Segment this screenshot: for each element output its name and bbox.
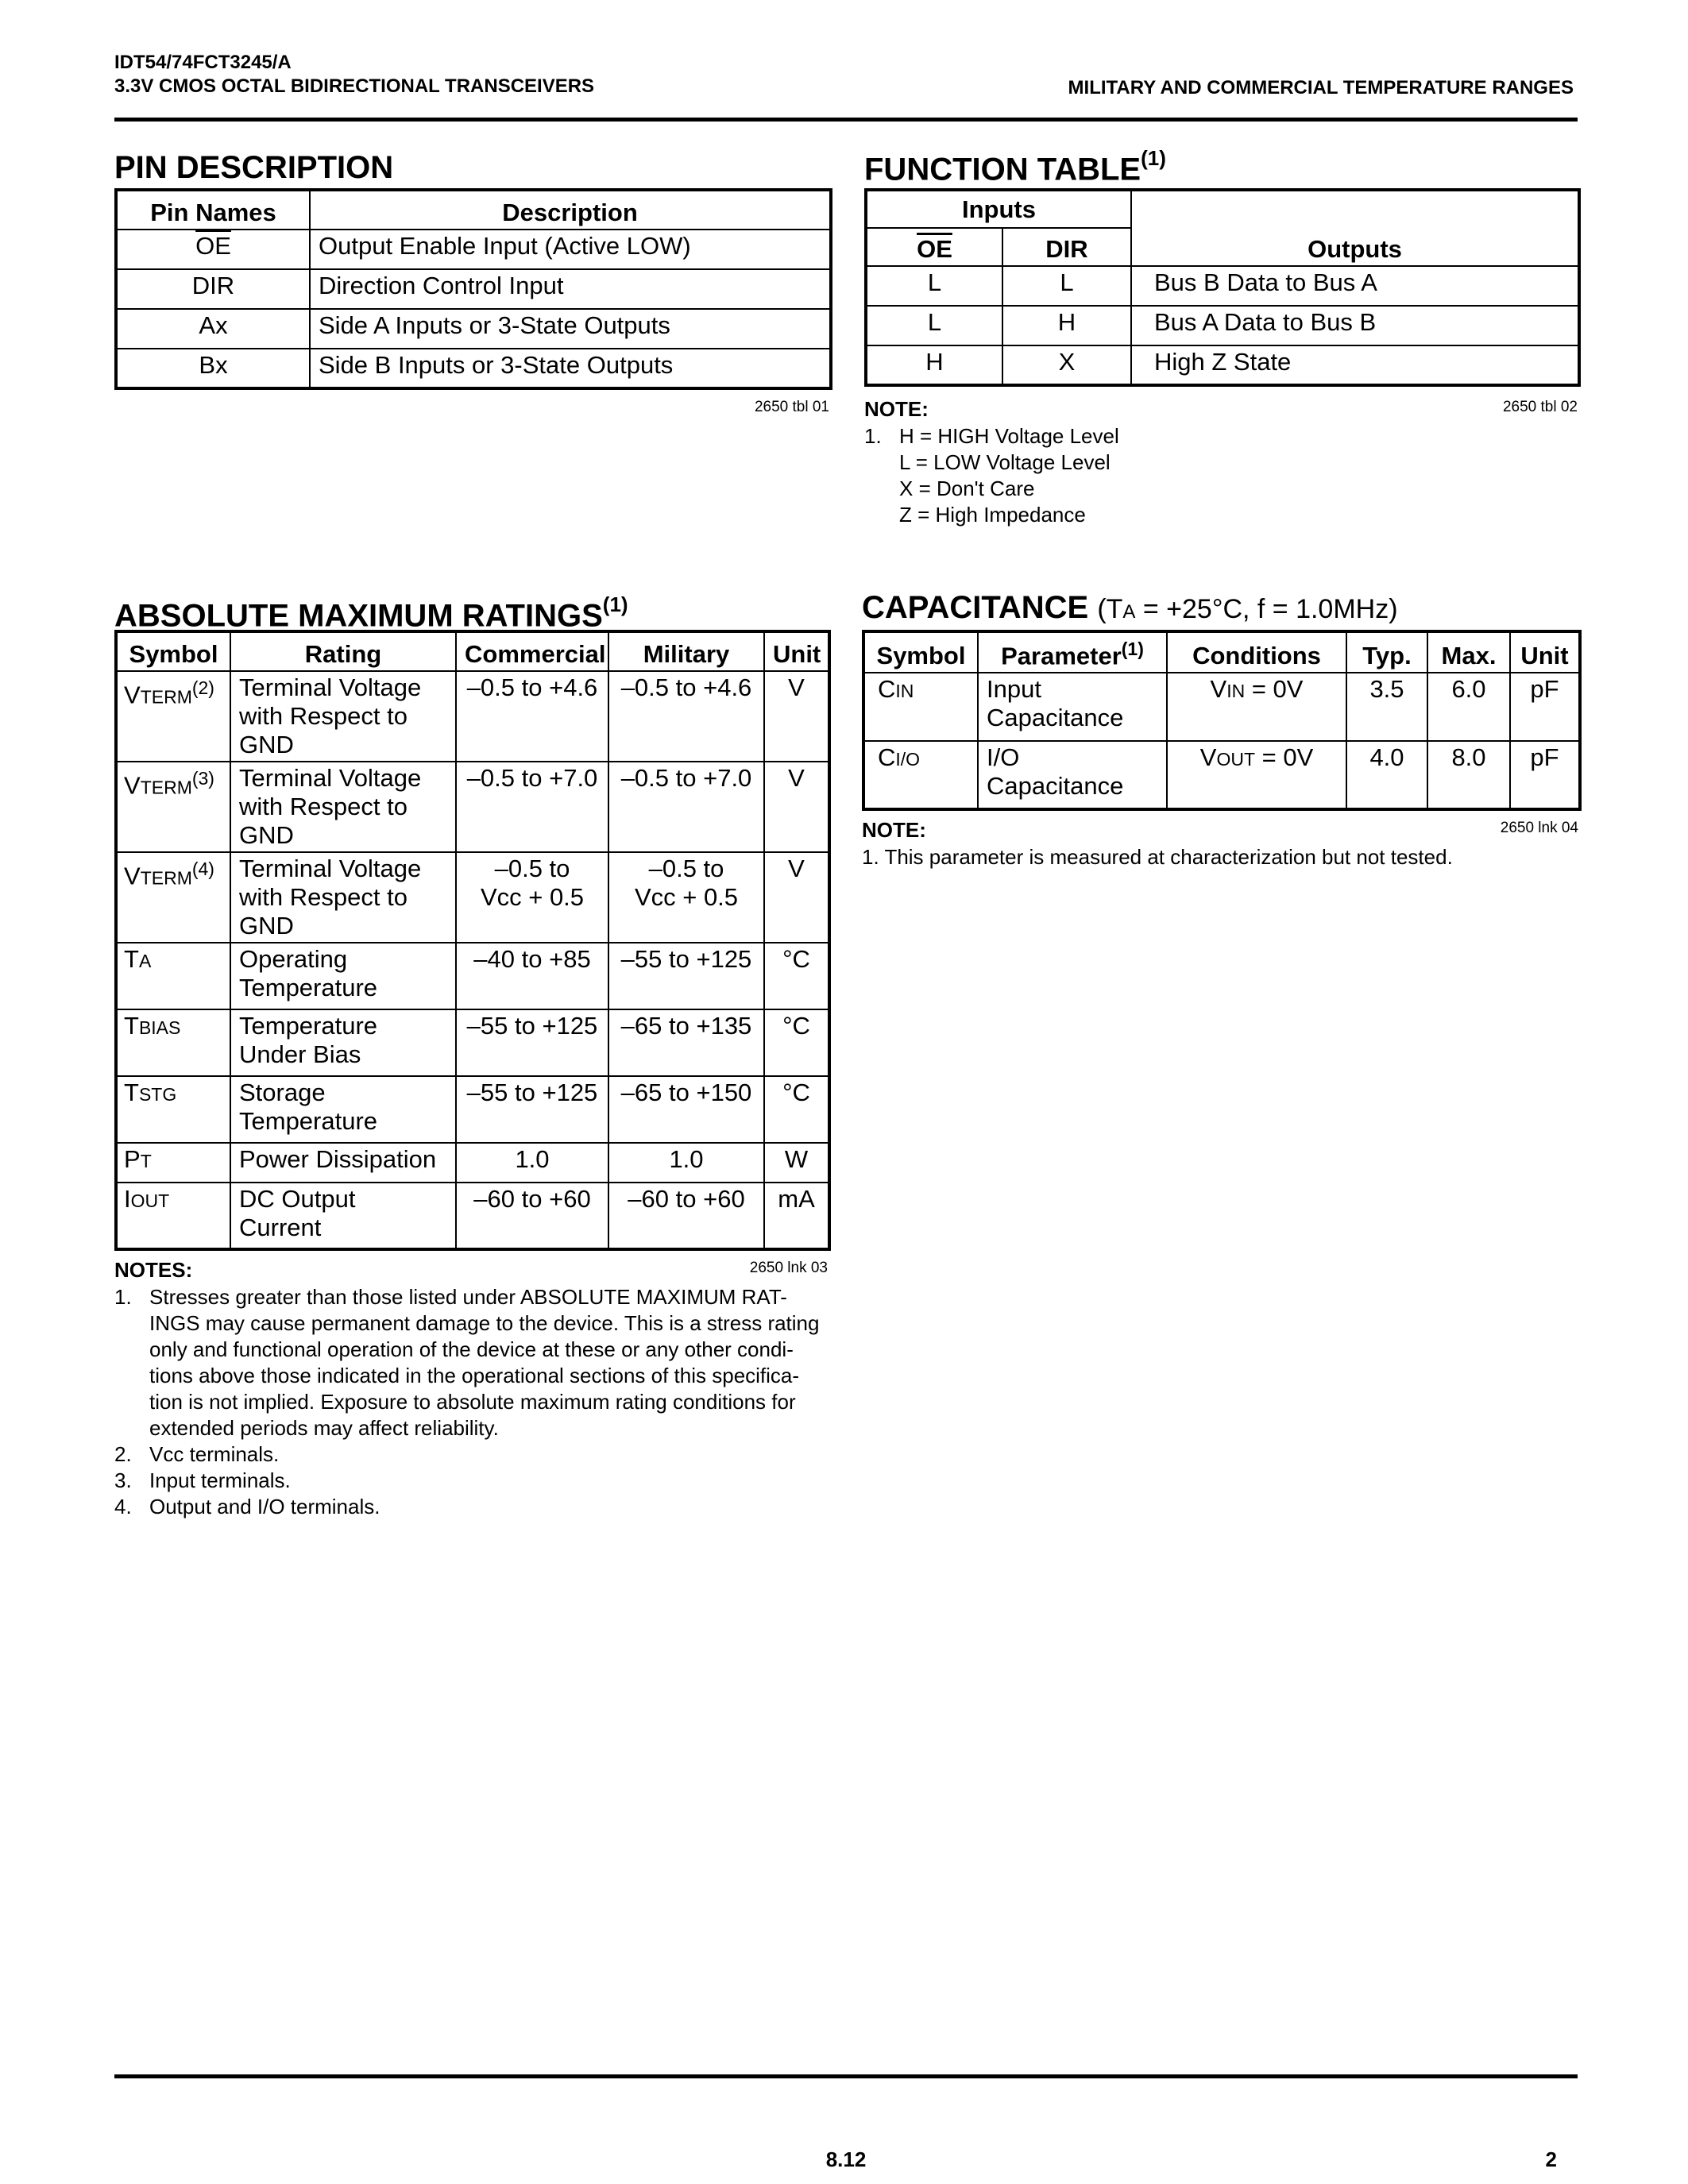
table-row — [116, 943, 829, 1009]
rating-cell — [230, 762, 456, 852]
part-number: IDT54/74FCT3245/A — [114, 52, 292, 73]
symbol-cell — [863, 673, 978, 741]
rating-line: Terminal Voltage — [239, 855, 422, 882]
military-cell — [608, 762, 764, 852]
value-line: –55 to +125 — [466, 1012, 598, 1040]
rating-cell — [230, 1143, 456, 1183]
note-line: tions above those indicated in the operational sections of this specifica- — [149, 1364, 800, 1387]
value-line: 1.0 — [515, 1145, 550, 1173]
parameter-line: Capacitance — [987, 772, 1124, 801]
table-tag: 2650 lnk 03 — [749, 1260, 828, 1276]
symbol-letter: T — [124, 945, 139, 973]
oe-value: L — [866, 266, 1002, 306]
table-tag: 2650 tbl 01 — [754, 399, 829, 415]
function-note-list — [899, 423, 1119, 528]
table-row — [116, 349, 831, 388]
conditions-cell — [1167, 673, 1346, 741]
note-line: extended periods may affect reliability. — [149, 1416, 499, 1440]
max-cell: 8.0 — [1427, 741, 1510, 809]
unit-cell: V — [764, 852, 829, 943]
table-row — [863, 673, 1580, 741]
note-number: 2. — [114, 1442, 132, 1466]
capacitance-title-text: CAPACITANCE — [862, 590, 1089, 625]
dir-value: H — [1002, 306, 1131, 345]
value-line: –0.5 to — [648, 855, 724, 882]
commercial-cell — [456, 852, 608, 943]
col-rating: Rating — [230, 631, 456, 671]
note-number: 4. — [114, 1495, 132, 1518]
inputs-header: Inputs — [866, 190, 1131, 228]
footer-section: 8.12 — [825, 2147, 867, 2171]
pin-description-table — [114, 188, 832, 390]
rating-cell — [230, 943, 456, 1009]
value-line: –0.5 to +7.0 — [620, 764, 752, 792]
col-outputs: Outputs — [1131, 190, 1579, 266]
value-line: –0.5 to +7.0 — [466, 764, 598, 792]
symbol-letter: V — [124, 771, 141, 800]
table-row — [116, 1076, 829, 1143]
symbol-cell — [116, 762, 230, 852]
header-rule — [114, 118, 1578, 122]
output-value: Bus A Data to Bus B — [1131, 306, 1579, 345]
col-conditions: Conditions — [1167, 631, 1346, 673]
pin-desc: Side A Inputs or 3-State Outputs — [310, 309, 831, 349]
rating-line: Temperature — [239, 1107, 378, 1135]
symbol-subscript: I/O — [895, 749, 921, 770]
symbol-cell — [863, 741, 978, 809]
symbol-subscript: OUT — [130, 1190, 170, 1211]
col-military: Military — [608, 631, 764, 671]
parameter-line: I/O — [987, 743, 1020, 772]
temperature-range-label: MILITARY AND COMMERCIAL TEMPERATURE RANGES — [1068, 77, 1574, 98]
table-row — [116, 1143, 829, 1183]
col-unit: Unit — [764, 631, 829, 671]
rating-line: Temperature — [239, 1012, 378, 1040]
note-number: 3. — [114, 1468, 132, 1492]
output-value: High Z State — [1131, 345, 1579, 385]
value-line: 1.0 — [669, 1145, 704, 1173]
table-tag: 2650 lnk 04 — [1500, 820, 1578, 836]
commercial-cell — [456, 943, 608, 1009]
rating-line: with Respect to — [239, 883, 408, 911]
cond-subscript: OUT — [1216, 749, 1255, 770]
col-commercial: Commercial — [456, 631, 608, 671]
value-line: Vcc + 0.5 — [480, 883, 585, 911]
rating-line: GND — [239, 731, 294, 758]
value-line: –55 to +125 — [620, 945, 752, 973]
commercial-cell — [456, 762, 608, 852]
parameter-line: Capacitance — [987, 704, 1124, 732]
symbol-subscript: STG — [138, 1084, 177, 1105]
unit-cell: °C — [764, 1009, 829, 1076]
footer-rule — [114, 2074, 1578, 2078]
document-subtitle: 3.3V CMOS OCTAL BIDIRECTIONAL TRANSCEIVERS — [114, 75, 595, 97]
value-line: –65 to +150 — [620, 1078, 752, 1106]
rating-line: Under Bias — [239, 1040, 361, 1068]
value-line: –65 to +135 — [620, 1012, 752, 1040]
rating-line: Current — [239, 1214, 322, 1241]
value-line: Vcc + 0.5 — [634, 883, 739, 911]
rating-line: GND — [239, 821, 294, 849]
table-row — [866, 306, 1579, 345]
function-table-title — [864, 143, 1166, 187]
typ-cell: 3.5 — [1346, 673, 1427, 741]
symbol-subscript: TERM — [140, 686, 192, 708]
symbol-letter: V — [124, 681, 141, 709]
abs-notes-list — [114, 1284, 829, 1522]
symbol-letter: T — [124, 1078, 139, 1106]
unit-cell: pF — [1510, 741, 1580, 809]
rating-line: DC Output — [239, 1185, 356, 1213]
dir-value: X — [1002, 345, 1131, 385]
unit-cell: pF — [1510, 673, 1580, 741]
symbol-cell — [116, 671, 230, 762]
symbol-cell — [116, 1143, 230, 1183]
military-cell — [608, 1076, 764, 1143]
table-row — [116, 671, 829, 762]
table-row — [116, 1009, 829, 1076]
abs-max-body — [116, 671, 829, 1249]
symbol-letter: V — [124, 862, 141, 890]
symbol-subscript: TERM — [140, 777, 192, 798]
page-number: 2 — [1545, 2147, 1557, 2171]
symbol-letter: P — [124, 1145, 141, 1173]
rating-line: GND — [239, 912, 294, 940]
capacitance-note-label: NOTE: — [862, 818, 926, 842]
abs-max-title-text: ABSOLUTE MAXIMUM RATINGS — [114, 598, 603, 634]
table-row — [116, 1183, 829, 1249]
pin-name: Bx — [116, 349, 310, 388]
footnote-ref: (2) — [191, 677, 214, 698]
conditions-cell — [1167, 741, 1346, 809]
pin-name: DIR — [116, 269, 310, 309]
abs-notes-label: NOTES: — [114, 1258, 193, 1282]
table-row — [866, 345, 1579, 385]
commercial-cell — [456, 1009, 608, 1076]
note-line: only and functional operation of the device at these or any other condi- — [149, 1337, 794, 1361]
footnote-ref: (3) — [191, 768, 214, 789]
col-description: Description — [310, 190, 831, 230]
symbol-subscript: IN — [895, 681, 914, 702]
capacitance-note: 1. This parameter is measured at characterization but not tested. — [862, 845, 1453, 869]
rating-cell — [230, 671, 456, 762]
rating-line: Storage — [239, 1078, 326, 1106]
symbol-cell — [116, 1183, 230, 1249]
value-line: –60 to +60 — [473, 1185, 591, 1213]
rating-cell — [230, 1009, 456, 1076]
rating-cell — [230, 1183, 456, 1249]
rating-cell — [230, 852, 456, 943]
capacitance-conditions — [1097, 594, 1397, 624]
value-line: –0.5 to +4.6 — [620, 673, 752, 701]
unit-cell: W — [764, 1143, 829, 1183]
list-item: X = Don't Care — [899, 477, 1035, 500]
symbol-subscript: T — [140, 1151, 152, 1171]
table-row — [116, 309, 831, 349]
rating-line: with Respect to — [239, 702, 408, 730]
symbol-cell — [116, 943, 230, 1009]
pin-desc: Direction Control Input — [310, 269, 831, 309]
abs-max-table — [114, 630, 831, 1251]
page-header-left — [114, 51, 594, 98]
rating-line: Operating — [239, 945, 348, 973]
symbol-subscript: A — [138, 951, 152, 971]
value-line: –0.5 to — [494, 855, 570, 882]
value-line: –60 to +60 — [628, 1185, 745, 1213]
table-row — [116, 269, 831, 309]
col-parameter — [978, 631, 1167, 673]
function-table-title-text: FUNCTION TABLE — [864, 152, 1141, 187]
military-cell — [608, 943, 764, 1009]
col-parameter-text: Parameter — [1001, 642, 1122, 670]
rating-cell — [230, 1076, 456, 1143]
note-line: Input terminals. — [149, 1468, 291, 1492]
value-line: –40 to +85 — [473, 945, 591, 973]
col-max: Max. — [1427, 631, 1510, 673]
note-line: Vcc terminals. — [149, 1442, 280, 1466]
symbol-cell — [116, 852, 230, 943]
typ-cell: 4.0 — [1346, 741, 1427, 809]
commercial-cell — [456, 1183, 608, 1249]
abs-max-title — [114, 589, 628, 634]
col-typ: Typ. — [1346, 631, 1427, 673]
footnote-ref: (4) — [191, 859, 214, 879]
rating-line: with Respect to — [239, 793, 408, 820]
col-pin-names: Pin Names — [116, 190, 310, 230]
symbol-letter: I — [124, 1185, 131, 1213]
col-dir: DIR — [1002, 228, 1131, 266]
col-symbol: Symbol — [863, 631, 978, 673]
parameter-cell — [978, 741, 1167, 809]
symbol-cell — [116, 1076, 230, 1143]
unit-cell: V — [764, 671, 829, 762]
oe-value: L — [866, 306, 1002, 345]
footnote-ref: (1) — [1141, 146, 1166, 170]
pin-name: Ax — [116, 309, 310, 349]
cond-value: = 0V — [1255, 743, 1314, 772]
note-number: 1. — [114, 1285, 132, 1309]
note-line: INGS may cause permanent damage to the device. This is a stress rating — [149, 1311, 820, 1335]
symbol-letter: C — [878, 675, 896, 704]
unit-cell: °C — [764, 943, 829, 1009]
cond-letter: V — [1210, 675, 1227, 704]
military-cell — [608, 671, 764, 762]
pin-description-title: PIN DESCRIPTION — [114, 150, 394, 185]
military-cell — [608, 1183, 764, 1249]
military-cell — [608, 1143, 764, 1183]
symbol-subscript: BIAS — [138, 1017, 181, 1038]
pin-name: $\overline{OE}$ — [195, 232, 231, 260]
note-line: Output and I/O terminals. — [149, 1495, 380, 1518]
output-value: Bus B Data to Bus A — [1131, 266, 1579, 306]
symbol-letter: T — [124, 1012, 139, 1040]
function-note-label: NOTE: — [864, 397, 929, 421]
cond-sub: A — [1122, 601, 1136, 623]
cond-letter: V — [1199, 743, 1217, 772]
footnote-ref: (1) — [1121, 639, 1144, 659]
function-table — [864, 188, 1581, 387]
table-row — [863, 741, 1580, 809]
military-cell — [608, 1009, 764, 1076]
note-line: Stresses greater than those listed under ABSOLUTE MAXIMUM RAT- — [149, 1285, 787, 1309]
list-item: L = LOW Voltage Level — [899, 450, 1111, 474]
symbol-cell — [116, 1009, 230, 1076]
unit-cell: V — [764, 762, 829, 852]
cond-subscript: IN — [1226, 681, 1246, 702]
max-cell: 6.0 — [1427, 673, 1510, 741]
rating-line: Terminal Voltage — [239, 673, 422, 701]
military-cell — [608, 852, 764, 943]
rating-line: Power Dissipation — [239, 1145, 437, 1173]
pin-desc: Output Enable Input (Active LOW) — [310, 230, 831, 269]
table-row — [116, 852, 829, 943]
value-line: –0.5 to +4.6 — [466, 673, 598, 701]
footnote-ref: (1) — [602, 592, 628, 616]
symbol-letter: C — [878, 743, 896, 772]
cond-open: (T — [1097, 594, 1123, 624]
value-line: –55 to +125 — [466, 1078, 598, 1106]
capacitance-table — [862, 630, 1582, 811]
unit-cell: mA — [764, 1183, 829, 1249]
cond-value: = 0V — [1245, 675, 1304, 704]
col-unit: Unit — [1510, 631, 1580, 673]
table-row — [866, 266, 1579, 306]
col-symbol: Symbol — [116, 631, 230, 671]
commercial-cell — [456, 671, 608, 762]
table-row — [116, 762, 829, 852]
symbol-subscript: TERM — [140, 867, 192, 889]
note-line: tion is not implied. Exposure to absolute maximum rating conditions for — [149, 1390, 796, 1414]
table-row — [116, 230, 831, 269]
parameter-cell — [978, 673, 1167, 741]
oe-value: H — [866, 345, 1002, 385]
cond-rest: = +25°C, f = 1.0MHz) — [1135, 594, 1398, 624]
unit-cell: °C — [764, 1076, 829, 1143]
rating-line: Temperature — [239, 974, 378, 1001]
rating-line: Terminal Voltage — [239, 764, 422, 792]
commercial-cell — [456, 1143, 608, 1183]
pin-desc: Side B Inputs or 3-State Outputs — [310, 349, 831, 388]
col-oe: $\overline{OE}$ — [917, 235, 952, 263]
commercial-cell — [456, 1076, 608, 1143]
list-item: H = HIGH Voltage Level — [899, 424, 1119, 448]
function-note-number: 1. — [864, 424, 882, 448]
dir-value: L — [1002, 266, 1131, 306]
table-tag: 2650 tbl 02 — [1502, 399, 1578, 415]
list-item: Z = High Impedance — [899, 503, 1086, 527]
capacitance-title — [862, 589, 1398, 631]
capacitance-body — [863, 673, 1580, 809]
parameter-line: Input — [987, 675, 1041, 704]
